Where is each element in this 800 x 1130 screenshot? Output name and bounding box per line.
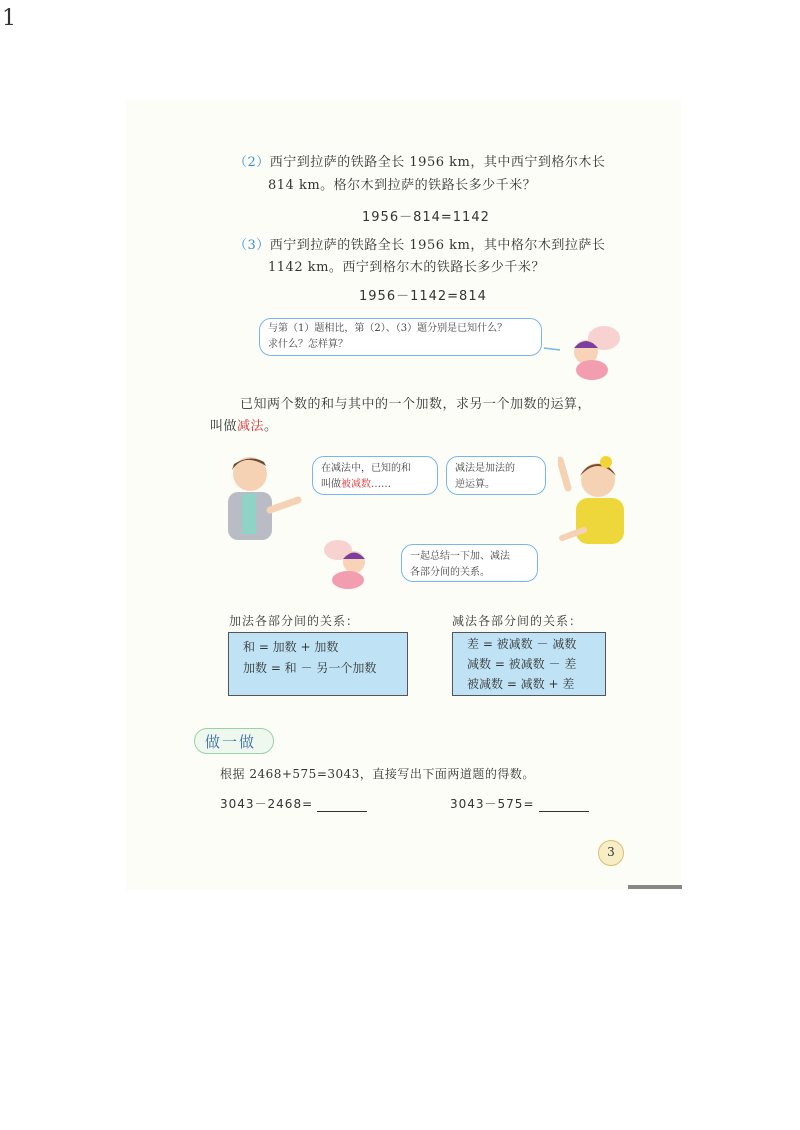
- subtraction-row: 被减数 = 减数 + 差: [467, 677, 575, 691]
- practice-instruction: 根据 2468+575=3043，直接写出下面两道题的得数。: [220, 767, 535, 781]
- q3-number: （3）: [234, 238, 270, 253]
- practice-label: 做一做: [205, 733, 257, 751]
- q2-line1: （2）西宁到拉萨的铁路全长 1956 km，其中西宁到格尔木长: [234, 155, 606, 170]
- page-edge-bar: [628, 885, 682, 889]
- q3-line1: （3）西宁到拉萨的铁路全长 1956 km，其中格尔木到拉萨长: [234, 238, 606, 253]
- addition-relations-box: [228, 632, 408, 696]
- page-number-badge: [598, 840, 624, 866]
- q3-line2: 1142 km。西宁到格尔木的铁路长多少千米？: [268, 260, 545, 275]
- speech-bubble-compare: 与第（1）题相比，第（2）、（3）题分别是已知什么？ 求什么？怎样算？: [259, 318, 542, 356]
- practice-exercise-1: 3043－2468=: [220, 795, 367, 812]
- definition-line1: 已知两个数的和与其中的一个加数，求另一个加数的运算，: [240, 397, 592, 412]
- definition-line2: 叫做减法。: [210, 419, 278, 434]
- q2-line2: 814 km。格尔木到拉萨的铁路长多少千米？: [268, 178, 537, 193]
- answer-blank-1[interactable]: [317, 799, 367, 812]
- girl-illustration: [558, 452, 636, 550]
- term-subtraction: 减法: [237, 419, 265, 434]
- practice-label-badge: [194, 728, 274, 754]
- boy-illustration: [222, 452, 312, 544]
- q3-equation: 1956－1142=814: [359, 289, 487, 304]
- addition-row: 和 = 加数 + 加数: [243, 640, 339, 654]
- subtraction-row: 减数 = 被减数 － 差: [467, 657, 577, 671]
- q2-number: （2）: [234, 155, 270, 170]
- angel-illustration: [542, 320, 632, 382]
- page-number: 3: [607, 845, 615, 859]
- textbook-page: [126, 100, 681, 890]
- practice-exercise-2: 3043－575=: [450, 795, 589, 812]
- subtraction-title: 减法各部分间的关系：: [452, 614, 583, 628]
- addition-row: 加数 = 和 － 另一个加数: [243, 661, 377, 675]
- term-minuend: 被减数: [341, 479, 371, 490]
- speech-bubble-angel: 一起总结一下加、减法 各部分间的关系。: [401, 544, 538, 582]
- page-marker: 1: [2, 6, 16, 31]
- addition-title: 加法各部分间的关系：: [229, 614, 360, 628]
- subtraction-row: 差 = 被减数 － 减数: [467, 637, 577, 651]
- subtraction-relations-box: [452, 632, 606, 696]
- angel-illustration-2: [318, 536, 398, 592]
- q2-equation: 1956－814=1142: [362, 210, 490, 225]
- speech-bubble-boy: 在减法中，已知的和 叫做被减数……: [312, 456, 438, 495]
- answer-blank-2[interactable]: [539, 799, 589, 812]
- speech-bubble-girl: 减法是加法的 逆运算。: [446, 456, 546, 495]
